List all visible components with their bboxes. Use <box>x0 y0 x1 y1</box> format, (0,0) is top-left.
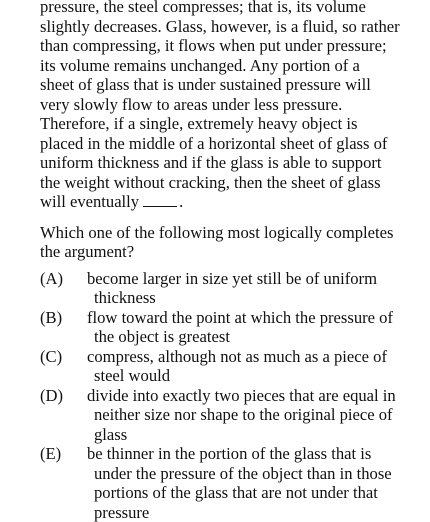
passage-line: pressure, the steel compresses; that is, its volume <box>40 0 366 16</box>
passage <box>40 0 426 212</box>
passage-line: than compressing, it flows when put under pressure; <box>40 36 387 55</box>
choice-text: pressure <box>94 502 150 522</box>
passage-line: very slowly flow to areas under less pressure. <box>40 94 343 114</box>
choice-letter: (E) <box>40 444 62 463</box>
choice-text: thickness <box>94 288 156 307</box>
choice-b[interactable] <box>40 308 426 347</box>
choice-text: neither size nor shape to the original piece of <box>94 405 393 424</box>
choice-text: divide into exactly two pieces that are equal in <box>87 385 396 405</box>
choice-a[interactable] <box>40 269 426 308</box>
passage-final-punctuation: . <box>179 192 184 211</box>
choice-text: flow toward the point at which the pressure of <box>87 307 393 327</box>
document-page <box>40 0 426 522</box>
question-stem <box>40 223 426 262</box>
choice-text: compress, although not as much as a piece of <box>87 346 387 366</box>
choice-letter: (A) <box>40 268 64 288</box>
choice-letter: (C) <box>40 346 63 366</box>
choice-text: portions of the glass that are not under that <box>94 483 378 502</box>
choice-text: the object is greatest <box>94 327 230 346</box>
passage-line: its volume remains unchanged. Any portion of a <box>40 55 360 75</box>
passage-line: Therefore, if a single, extremely heavy object is <box>40 114 358 133</box>
passage-last-line <box>40 192 426 212</box>
passage-line: placed in the middle of a horizontal sheet of glass of <box>40 133 388 153</box>
choice-e[interactable] <box>40 444 426 522</box>
choice-text: under the pressure of the object than in those <box>94 463 392 483</box>
passage-line: sheet of glass that is under sustained pressure will <box>40 75 371 94</box>
passage-line: the weight without cracking, then the sheet of glass <box>40 172 381 192</box>
passage-line-text: will eventually <box>40 192 140 211</box>
choice-letter: (D) <box>40 385 64 405</box>
question-line: the argument? <box>40 242 135 261</box>
answer-choices <box>40 268 426 522</box>
choice-c[interactable] <box>40 347 426 386</box>
choice-text: become larger in size yet still be of uniform <box>87 268 377 288</box>
choice-text: be thinner in the portion of the glass that is <box>87 444 372 463</box>
answer-blank <box>143 193 177 207</box>
choice-d[interactable] <box>40 386 426 445</box>
choice-text: glass <box>94 424 128 444</box>
choice-letter: (B) <box>40 307 63 327</box>
question-line: Which one of the following most logically completes <box>40 222 394 242</box>
passage-line: uniform thickness and if the glass is able to support <box>40 153 382 172</box>
choice-text: steel would <box>94 366 171 385</box>
passage-line: slightly decreases. Glass, however, is a fluid, so rather <box>40 16 400 36</box>
